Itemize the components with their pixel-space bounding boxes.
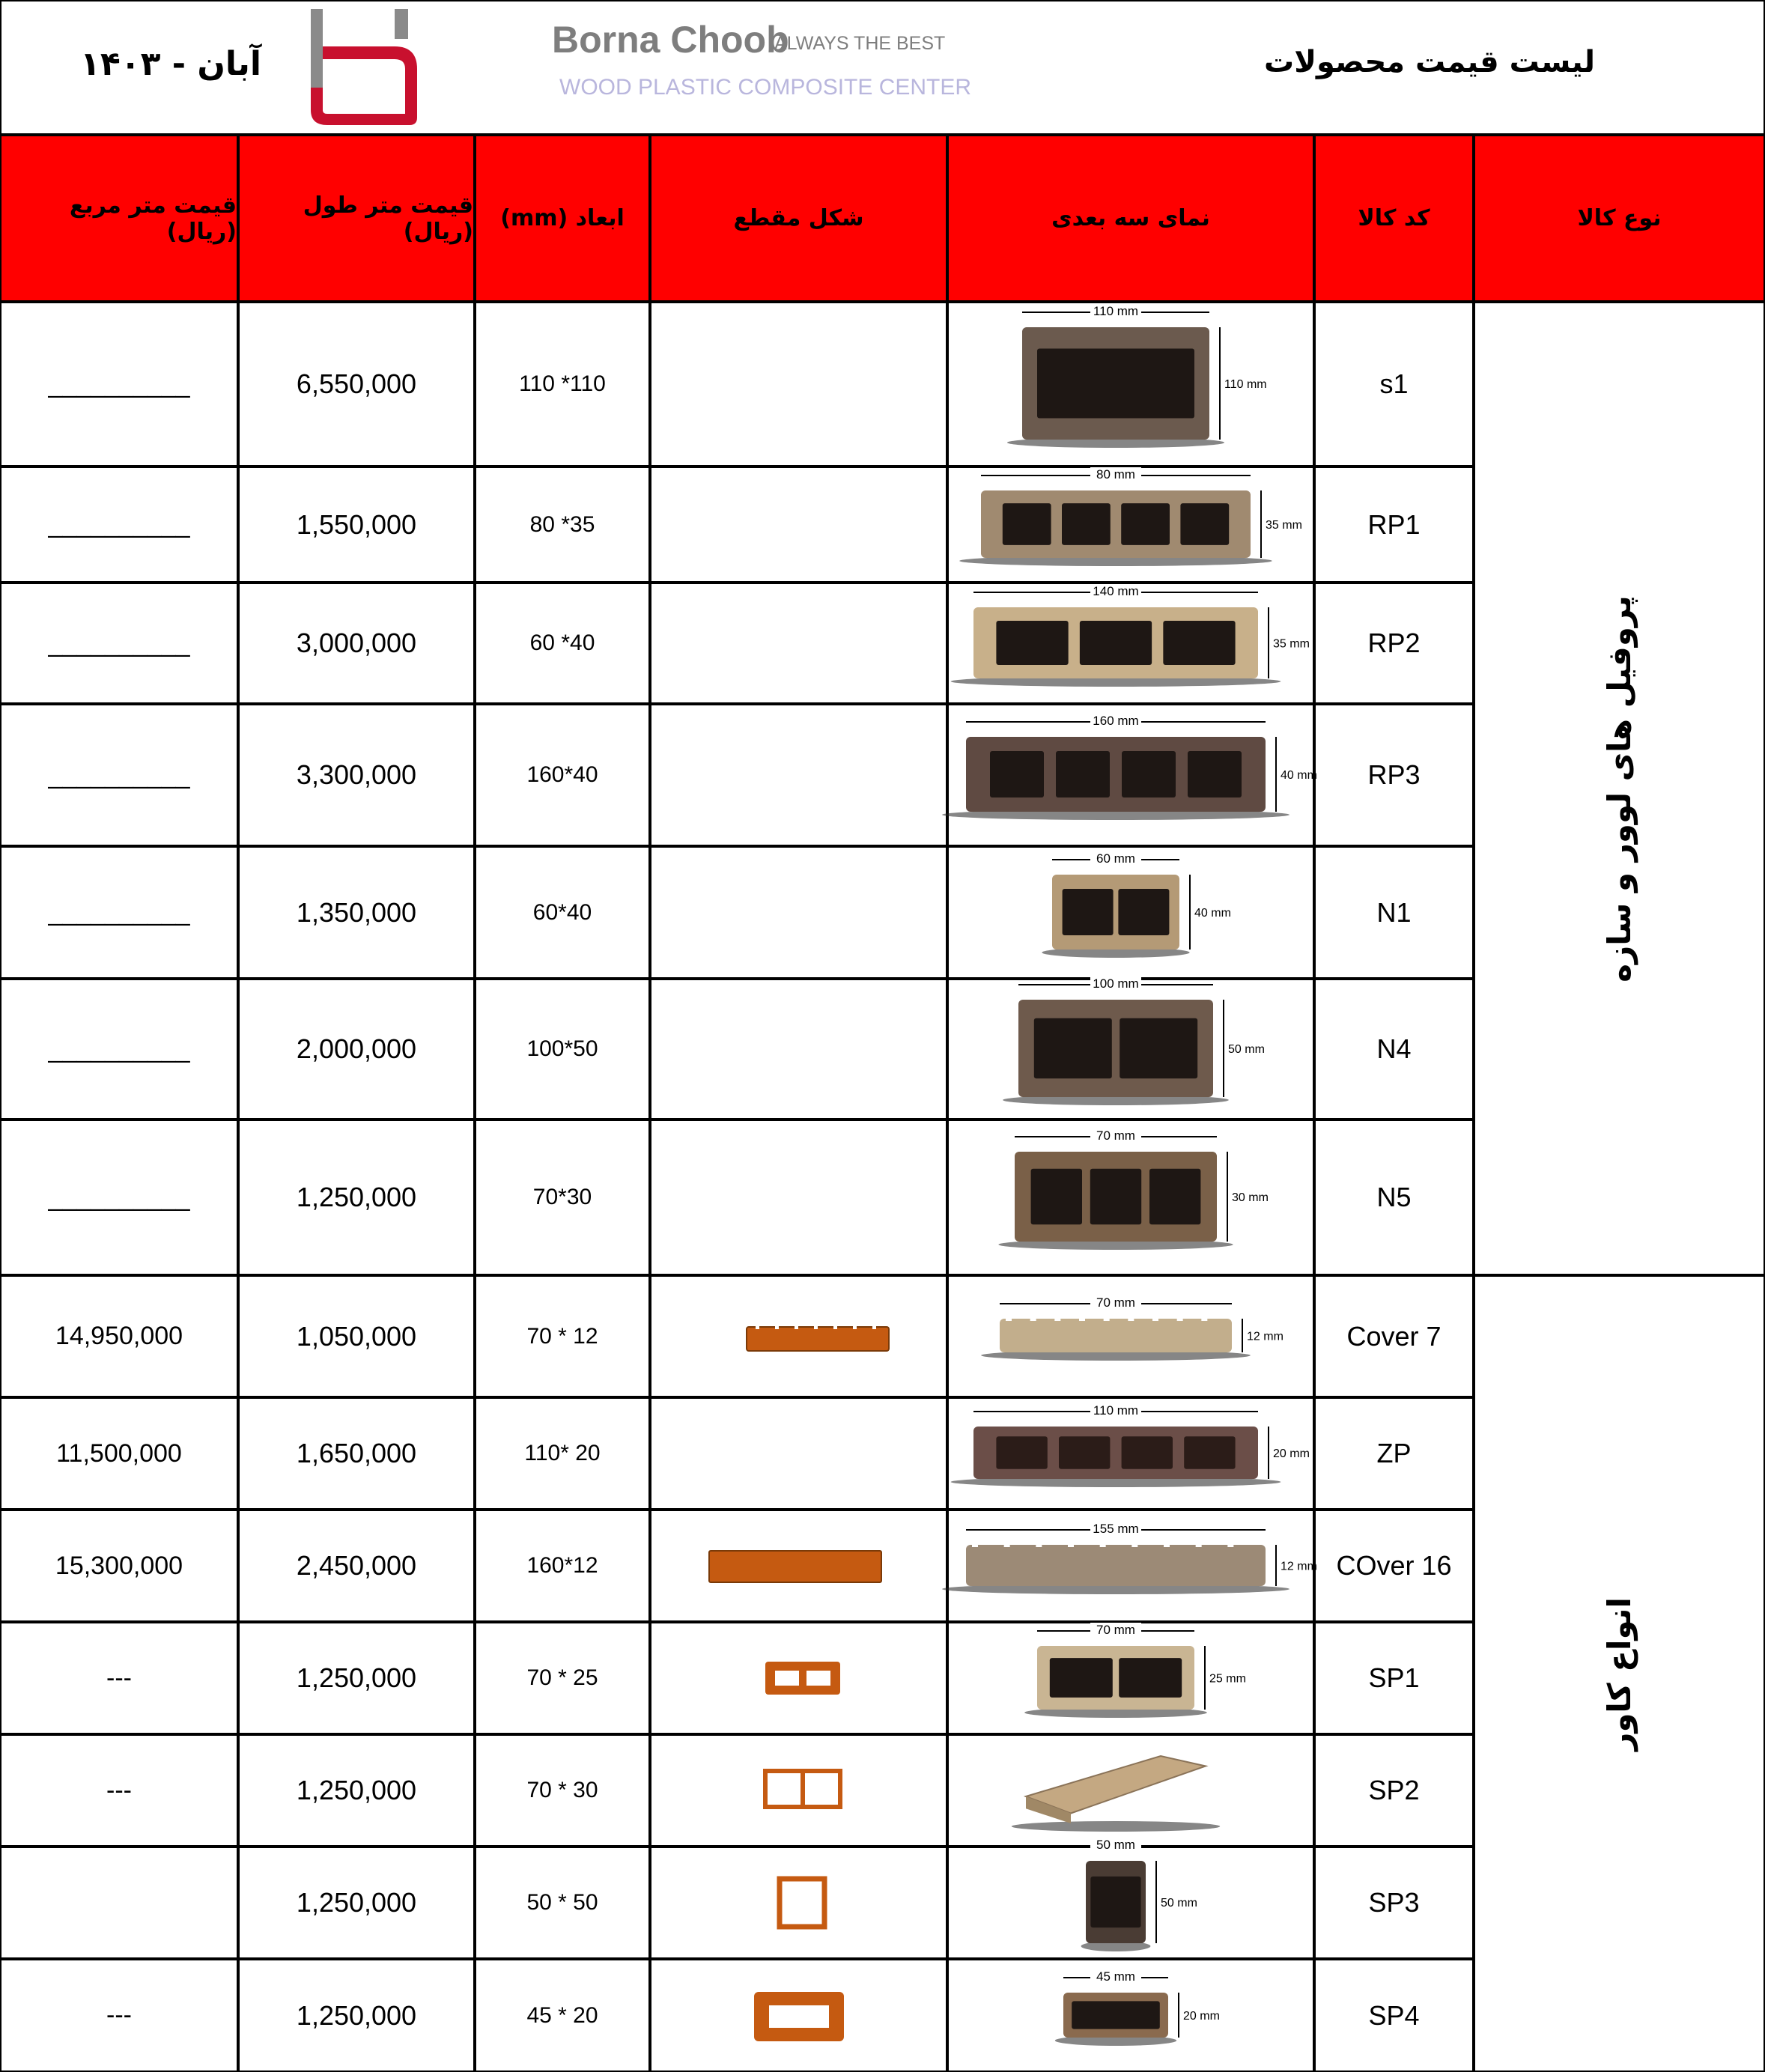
product-code: s1 xyxy=(1379,368,1409,399)
cross-section-cell xyxy=(650,1734,947,1847)
dimensions-cell xyxy=(475,467,650,583)
dimensions-cell xyxy=(475,1622,650,1734)
column-header-3d-view xyxy=(947,135,1314,302)
dimension-height-label: 50 mm xyxy=(1161,1897,1197,1910)
dimensions: 70*30 xyxy=(532,1185,592,1209)
product-code-cell xyxy=(1314,1959,1474,2072)
category-cell xyxy=(1474,1275,1765,2072)
product-code-cell xyxy=(1314,1119,1474,1275)
price-per-meter-cell xyxy=(238,1734,475,1847)
price-per-meter-cell xyxy=(238,846,475,979)
page-header xyxy=(0,0,1765,135)
category-cell xyxy=(1474,302,1765,1275)
brand-tagline: ALWAYS THE BEST xyxy=(774,33,946,54)
brand-subtitle: WOOD PLASTIC COMPOSITE CENTER xyxy=(559,75,972,100)
price-per-meter: 1,250,000 xyxy=(296,1999,417,2031)
price-per-square-meter-cell xyxy=(0,704,238,846)
dimensions: 45 * 20 xyxy=(526,2002,598,2028)
profile-3d-view-image xyxy=(959,849,1303,976)
dimension-width-label: 100 mm xyxy=(1093,976,1139,991)
price-per-meter: 1,550,000 xyxy=(296,508,417,540)
product-code-cell xyxy=(1314,1622,1474,1734)
cross-section-cell xyxy=(650,1622,947,1734)
product-code: Cover 7 xyxy=(1346,1320,1442,1352)
price-per-meter: 1,650,000 xyxy=(296,1438,417,1468)
product-code: SP1 xyxy=(1368,1662,1420,1693)
cross-section-cell xyxy=(650,583,947,704)
product-code: SP4 xyxy=(1368,1999,1420,2031)
product-code: SP2 xyxy=(1368,1775,1420,1805)
dimension-width-label: 70 mm xyxy=(1096,1622,1135,1637)
cross-section-shape-icon xyxy=(702,1307,896,1367)
dimensions-cell xyxy=(475,302,650,467)
product-code-cell xyxy=(1314,1734,1474,1847)
product-code: COver 16 xyxy=(1336,1550,1452,1581)
cross-section-shape-icon xyxy=(702,1986,896,2046)
dimensions-cell xyxy=(475,583,650,704)
dimensions-cell xyxy=(475,704,650,846)
3d-view-cell xyxy=(947,1397,1314,1510)
product-code-cell xyxy=(1314,583,1474,704)
price-per-square-meter-cell xyxy=(0,583,238,704)
cross-section-shape-icon xyxy=(702,1648,896,1708)
profile-3d-view-image xyxy=(959,302,1303,467)
price-per-meter: 1,050,000 xyxy=(296,1320,417,1352)
price-per-square-meter: __________ xyxy=(48,1182,190,1212)
dimensions: 110 *110 xyxy=(519,371,606,396)
3d-view-cell xyxy=(947,1734,1314,1847)
product-code: RP1 xyxy=(1367,508,1421,540)
price-per-meter: 6,550,000 xyxy=(296,368,417,399)
price-per-square-meter-cell xyxy=(0,1622,238,1734)
price-per-meter-cell xyxy=(238,1622,475,1734)
cross-section-cell xyxy=(650,1847,947,1959)
borna-choob-logo-icon xyxy=(305,5,425,129)
price-per-meter-cell xyxy=(238,1847,475,1959)
profile-3d-view-image xyxy=(959,582,1310,705)
price-per-square-meter-cell xyxy=(0,1275,238,1397)
price-per-meter-cell xyxy=(238,302,475,467)
cross-section-shape-icon xyxy=(702,1536,896,1596)
product-code-cell xyxy=(1314,1397,1474,1510)
dimension-width-label: 50 mm xyxy=(1096,1838,1135,1852)
price-per-meter-cell xyxy=(238,1397,475,1510)
cross-section-cell xyxy=(650,704,947,846)
dimensions: 110* 20 xyxy=(524,1441,601,1465)
3d-view-cell xyxy=(947,302,1314,467)
price-per-meter: 3,300,000 xyxy=(296,759,417,790)
price-per-meter: 1,350,000 xyxy=(296,896,417,928)
cross-section-cell xyxy=(650,1510,947,1622)
3d-view-cell xyxy=(947,467,1314,583)
profile-3d-view-image xyxy=(959,1835,1303,1970)
price-per-meter: 1,250,000 xyxy=(296,1775,417,1805)
profile-3d-view-image xyxy=(959,465,1303,585)
3d-view-cell xyxy=(947,1510,1317,1622)
column-header-price-per-meter xyxy=(238,135,475,302)
3d-view-cell xyxy=(947,583,1314,704)
dimensions-cell xyxy=(475,1275,650,1397)
dimension-height-label: 50 mm xyxy=(1228,1043,1265,1056)
price-per-meter-cell xyxy=(238,979,475,1119)
price-per-meter: 1,250,000 xyxy=(296,1182,417,1212)
price-list-date: آبان - ۱۴۰۳ xyxy=(80,45,261,83)
cross-section-shape-icon xyxy=(702,1760,896,1820)
dimension-width-label: 110 mm xyxy=(1093,304,1139,318)
profile-3d-view-image xyxy=(959,1519,1317,1613)
product-code: SP3 xyxy=(1368,1887,1420,1918)
cross-section-cell xyxy=(650,302,947,467)
dimensions: 160*12 xyxy=(526,1553,598,1578)
cross-section-cell xyxy=(650,1275,947,1397)
dimension-height-label: 30 mm xyxy=(1232,1191,1269,1204)
3d-view-cell xyxy=(947,1119,1314,1275)
price-per-square-meter-cell xyxy=(0,979,238,1119)
price-per-square-meter: --- xyxy=(106,2001,132,2029)
dimension-width-label: 70 mm xyxy=(1096,1295,1135,1310)
category-label: پروفیل های لوور و سازه xyxy=(1601,595,1638,982)
profile-3d-view-image xyxy=(959,974,1303,1124)
price-per-meter-cell xyxy=(238,704,475,846)
dimensions: 80 *35 xyxy=(529,511,595,537)
price-per-square-meter: 11,500,000 xyxy=(56,1438,182,1468)
dimension-width-label: 155 mm xyxy=(1093,1521,1139,1536)
dimension-height-label: 40 mm xyxy=(1281,769,1317,782)
column-header-label: نمای سه بعدی xyxy=(1051,205,1210,231)
price-per-square-meter-cell xyxy=(0,1734,238,1847)
price-per-meter: 2,000,000 xyxy=(296,1033,417,1064)
profile-3d-view-image xyxy=(959,711,1317,839)
product-code-cell xyxy=(1314,1510,1474,1622)
dimension-width-label: 45 mm xyxy=(1096,1969,1135,1984)
price-per-meter-cell xyxy=(238,1510,475,1622)
price-per-square-meter-cell xyxy=(0,846,238,979)
product-code: N1 xyxy=(1376,896,1412,928)
price-per-square-meter: __________ xyxy=(48,369,190,398)
price-per-square-meter-cell xyxy=(0,1510,238,1622)
dimensions-cell xyxy=(475,1847,650,1959)
dimensions: 50 * 50 xyxy=(526,1890,598,1915)
dimensions: 70 * 12 xyxy=(526,1323,598,1349)
column-header-product-code xyxy=(1314,135,1474,302)
price-per-square-meter: __________ xyxy=(48,628,190,657)
dimensions: 70 * 25 xyxy=(526,1665,598,1690)
dimension-width-label: 140 mm xyxy=(1093,583,1139,598)
price-per-square-meter: __________ xyxy=(48,760,190,789)
product-code-cell xyxy=(1314,1847,1474,1959)
dimensions-cell xyxy=(475,846,650,979)
dimensions: 60 *40 xyxy=(529,631,595,655)
3d-view-cell xyxy=(947,1838,1314,1959)
column-header-label: شکل مقطع xyxy=(733,205,864,231)
dimension-height-label: 20 mm xyxy=(1273,1447,1310,1460)
dimensions: 100*50 xyxy=(526,1036,598,1061)
price-per-square-meter-cell xyxy=(0,1847,238,1959)
cross-section-cell xyxy=(650,1959,947,2072)
3d-view-cell xyxy=(947,704,1317,846)
price-per-meter: 1,250,000 xyxy=(296,1662,417,1693)
product-code-cell xyxy=(1314,846,1474,979)
3d-view-cell xyxy=(947,1622,1314,1734)
profile-3d-view-image xyxy=(959,1731,1303,1850)
dimension-height-label: 20 mm xyxy=(1183,2009,1220,2023)
3d-view-cell xyxy=(947,1275,1314,1397)
dimension-width-label: 110 mm xyxy=(1093,1403,1139,1418)
price-per-square-meter: __________ xyxy=(48,510,190,538)
price-per-square-meter-cell xyxy=(0,302,238,467)
product-code-cell xyxy=(1314,302,1474,467)
column-header-label: ابعاد (mm) xyxy=(500,205,625,231)
price-per-meter-cell xyxy=(238,1275,475,1397)
dimensions-cell xyxy=(475,1734,650,1847)
price-per-square-meter-cell xyxy=(0,467,238,583)
dimension-height-label: 40 mm xyxy=(1194,906,1231,920)
brand-name: Borna Choob xyxy=(552,19,789,61)
dimensions-cell xyxy=(475,979,650,1119)
profile-3d-view-image xyxy=(959,1401,1310,1506)
price-per-square-meter-cell xyxy=(0,1119,238,1275)
column-header-dimensions xyxy=(475,135,650,302)
dimension-height-label: 25 mm xyxy=(1209,1672,1246,1685)
dimension-width-label: 70 mm xyxy=(1096,1128,1135,1143)
dimension-width-label: 80 mm xyxy=(1096,467,1135,481)
dimensions-cell xyxy=(475,1397,650,1510)
dimension-height-label: 12 mm xyxy=(1281,1560,1317,1573)
column-header-label: نوع کالا xyxy=(1577,205,1662,231)
dimension-height-label: 35 mm xyxy=(1266,518,1302,532)
dimensions-cell xyxy=(475,1510,650,1622)
product-code: RP3 xyxy=(1367,759,1421,790)
price-per-meter-cell xyxy=(238,583,475,704)
profile-3d-view-image xyxy=(959,1293,1303,1379)
product-code: N5 xyxy=(1376,1182,1412,1212)
cross-section-cell xyxy=(650,846,947,979)
dimensions: 60*40 xyxy=(532,899,592,925)
3d-view-cell xyxy=(947,1959,1314,2072)
product-code-cell xyxy=(1314,1275,1474,1397)
product-code-cell xyxy=(1314,704,1474,846)
page-title: لیست قیمت محصولات xyxy=(1264,45,1595,79)
dimensions-cell xyxy=(475,1959,650,2072)
price-per-meter-cell xyxy=(238,1119,475,1275)
product-code-cell xyxy=(1314,467,1474,583)
price-per-square-meter: 15,300,000 xyxy=(55,1551,183,1580)
dimension-width-label: 160 mm xyxy=(1093,714,1139,728)
dimension-width-label: 60 mm xyxy=(1096,851,1135,866)
price-per-meter: 2,450,000 xyxy=(296,1550,417,1581)
dimensions: 160*40 xyxy=(526,762,598,787)
price-per-square-meter-cell xyxy=(0,1959,238,2072)
dimensions: 70 * 30 xyxy=(526,1778,598,1802)
column-header-label: قیمت متر طول (ریال) xyxy=(303,192,473,245)
3d-view-cell xyxy=(947,976,1314,1119)
dimension-height-label: 35 mm xyxy=(1273,637,1310,650)
dimension-height-label: 110 mm xyxy=(1224,378,1267,391)
cross-section-shape-icon xyxy=(702,1873,896,1933)
column-header-label: کد کالا xyxy=(1358,205,1430,231)
price-per-square-meter: 14,950,000 xyxy=(55,1322,183,1350)
price-per-square-meter: __________ xyxy=(48,898,190,926)
dimension-height-label: 12 mm xyxy=(1247,1330,1284,1343)
product-code: RP2 xyxy=(1367,628,1421,658)
price-per-square-meter: --- xyxy=(106,1775,132,1805)
price-per-meter: 3,000,000 xyxy=(296,628,417,658)
column-header-cross-section xyxy=(650,135,947,302)
cross-section-cell xyxy=(650,979,947,1119)
3d-view-cell xyxy=(947,846,1314,979)
profile-3d-view-image xyxy=(959,1126,1303,1269)
cross-section-cell xyxy=(650,467,947,583)
cross-section-cell xyxy=(650,1119,947,1275)
price-per-square-meter: --- xyxy=(106,1663,132,1692)
price-per-meter: 1,250,000 xyxy=(296,1887,417,1918)
category-label: انواع کاور xyxy=(1600,1596,1638,1751)
dimensions-cell xyxy=(475,1119,650,1275)
price-per-meter-cell xyxy=(238,1959,475,2072)
cross-section-cell xyxy=(650,1397,947,1510)
price-per-square-meter: __________ xyxy=(48,1034,190,1063)
price-per-meter-cell xyxy=(238,467,475,583)
column-header-label: قیمت متر مربع (ریال) xyxy=(69,192,237,245)
product-code: N4 xyxy=(1376,1033,1412,1064)
profile-3d-view-image xyxy=(959,1967,1303,2065)
product-code-cell xyxy=(1314,979,1474,1119)
column-header-price-per-square-meter xyxy=(0,135,238,302)
price-per-square-meter-cell xyxy=(0,1397,238,1510)
profile-3d-view-image xyxy=(959,1620,1303,1737)
column-header-product-type xyxy=(1474,135,1765,302)
product-code: ZP xyxy=(1376,1438,1412,1468)
